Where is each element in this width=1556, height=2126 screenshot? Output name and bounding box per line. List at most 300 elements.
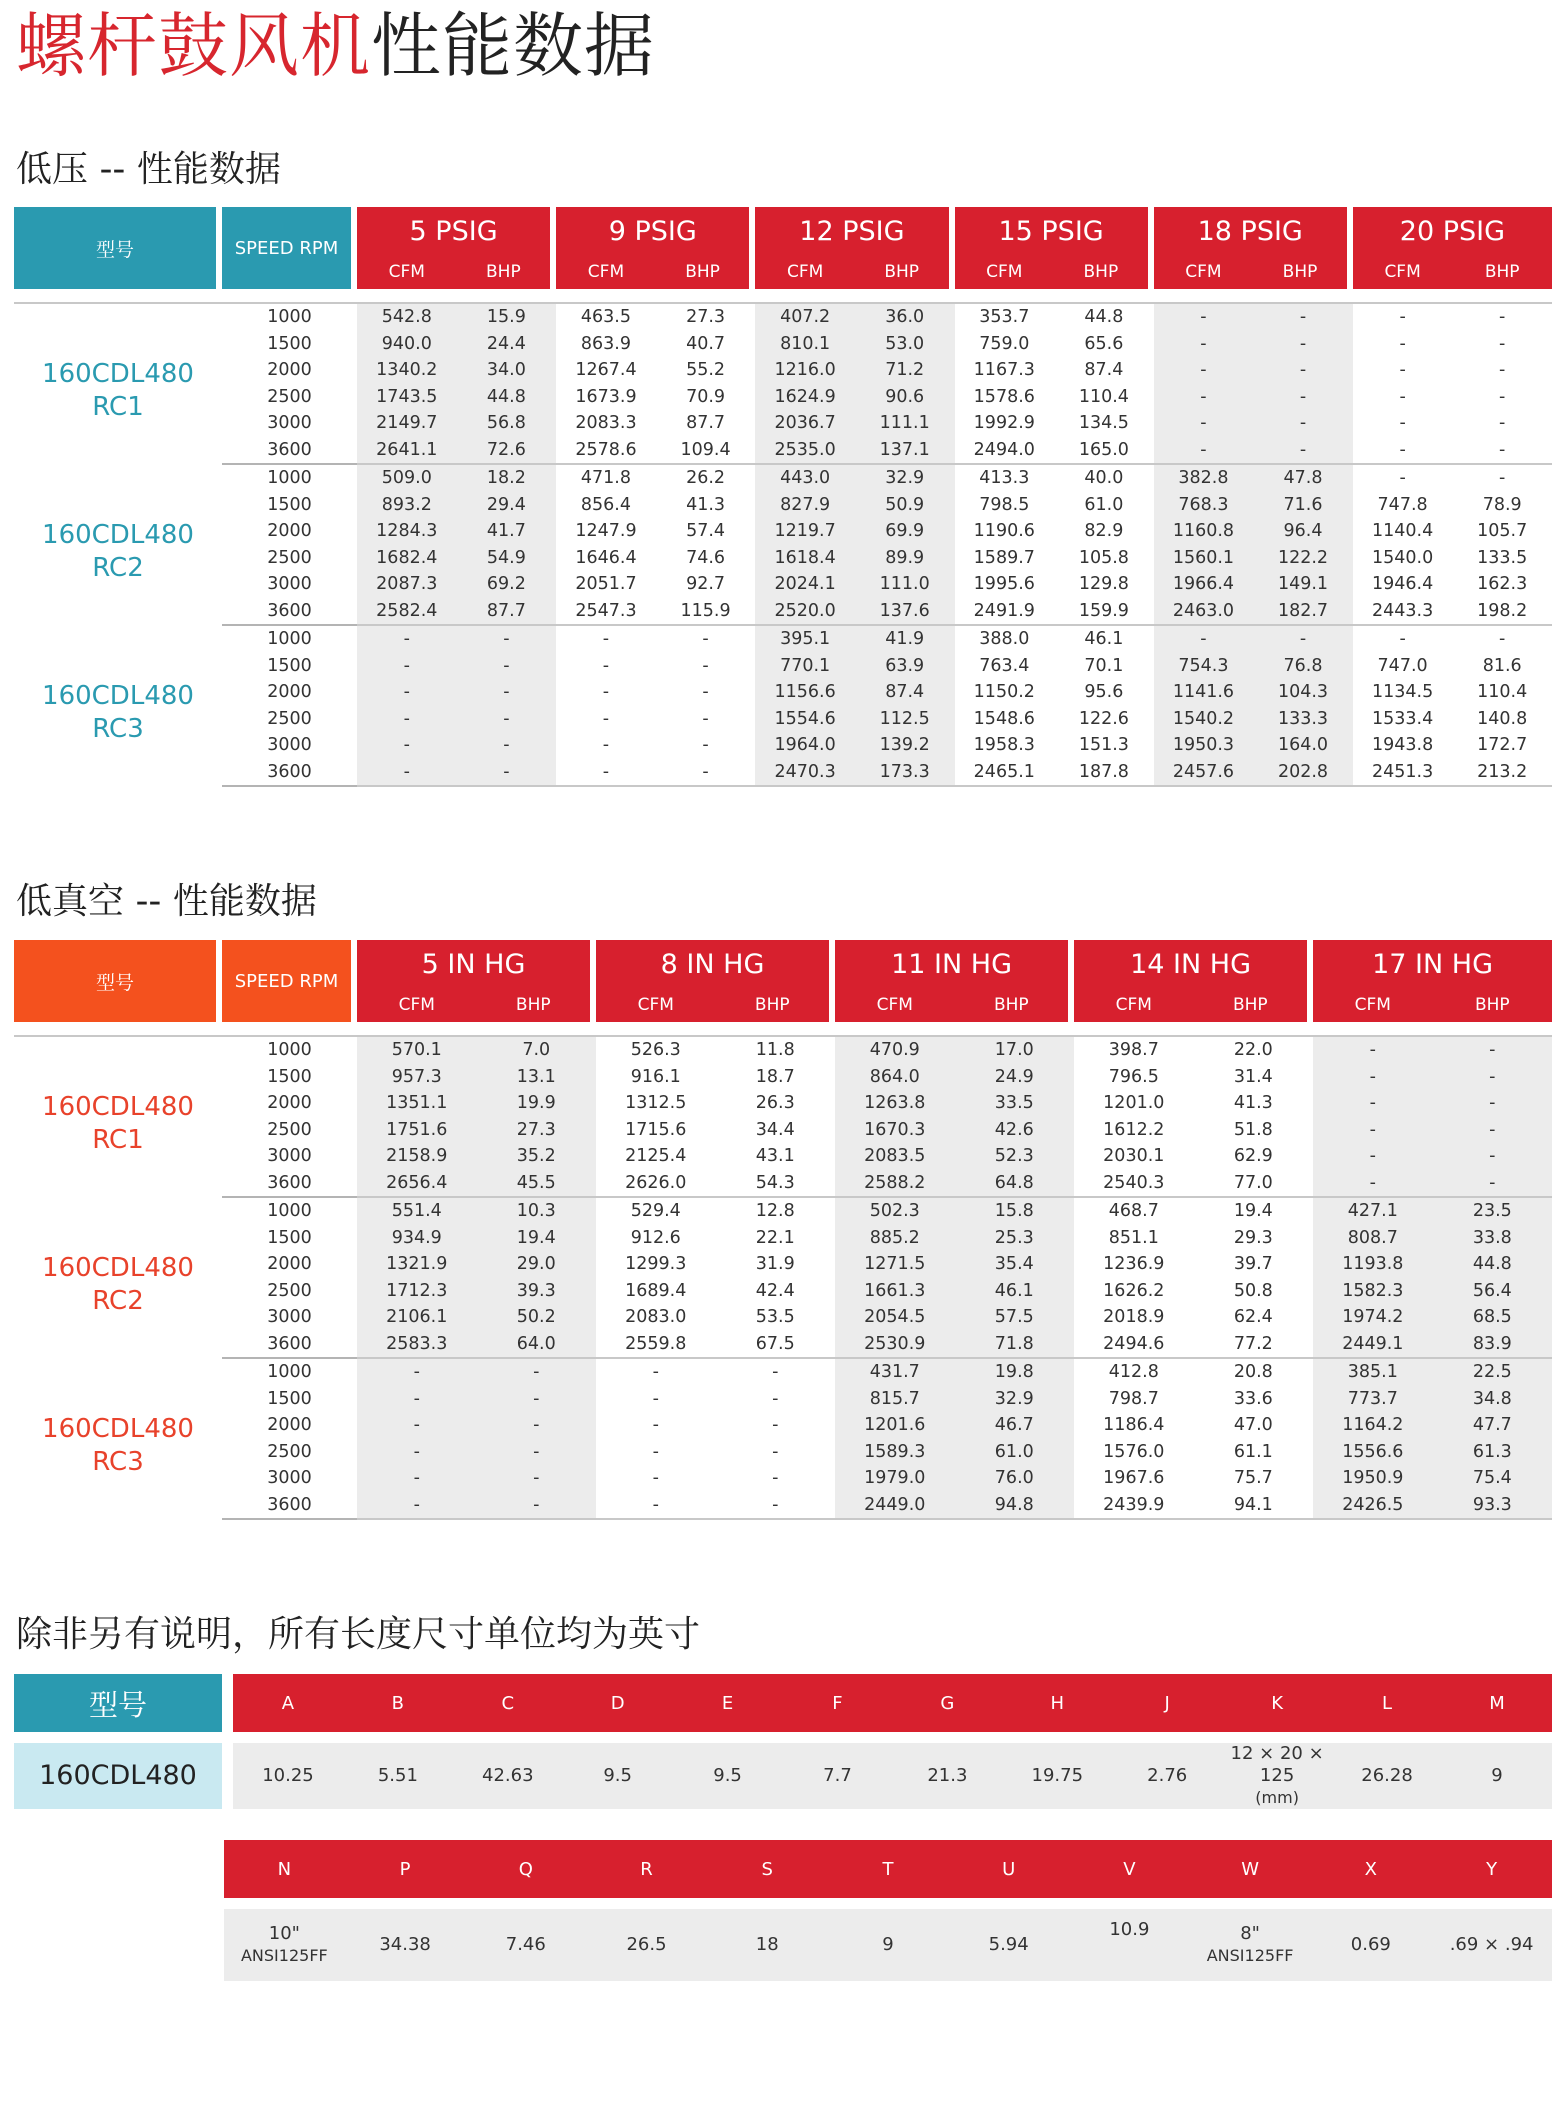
value-cell: 62.9: [1233, 1146, 1273, 1166]
value-cell: 2641.1: [357, 437, 457, 466]
value-cell: 851.1: [1108, 1227, 1159, 1248]
group-header: 5 PSIG: [357, 207, 556, 255]
value-cell: 74.6: [686, 547, 726, 568]
rpm-cell: 3600: [222, 1331, 357, 1360]
value-cell: 10.3: [477, 1198, 597, 1225]
value-cell: 1299.3: [625, 1254, 687, 1274]
table-row: [14, 437, 1552, 466]
dim-header-b: B: [343, 1674, 453, 1732]
dim-value-y: .69 × .94: [1431, 1898, 1552, 1981]
cfm-header: CFM: [556, 255, 656, 289]
value-cell: -: [357, 1359, 477, 1386]
speed-header: SPEED RPM: [222, 207, 357, 289]
table-row: [14, 1143, 1552, 1170]
value-cell: 815.7: [835, 1386, 955, 1413]
value-cell: 56.4: [1433, 1278, 1553, 1305]
value-cell: 173.3: [855, 759, 955, 788]
value-cell: 133.5: [1477, 547, 1528, 568]
dim-header-s: S: [707, 1840, 828, 1898]
value-cell: 164.0: [1253, 732, 1353, 759]
value-cell: 15.8: [955, 1198, 1075, 1225]
value-cell: 2087.3: [357, 571, 457, 598]
value-cell: -: [656, 759, 756, 788]
dim-header-t: T: [828, 1840, 949, 1898]
bhp-header: BHP: [855, 255, 955, 289]
value-cell: 34.4: [755, 1119, 795, 1140]
value-cell: 70.9: [686, 386, 726, 407]
table-row: [14, 759, 1552, 788]
dim-value-n-flange: ANSI125FF: [240, 1946, 328, 1965]
value-cell: 50.9: [855, 492, 955, 519]
dim-value-m: 9: [1442, 1732, 1552, 1809]
value-cell: 53.0: [855, 331, 955, 358]
value-cell: -: [1499, 333, 1506, 354]
model-line2: RC3: [92, 1446, 144, 1477]
value-cell: 1624.9: [755, 384, 855, 411]
value-cell: 1715.6: [625, 1119, 687, 1140]
value-cell: -: [1399, 333, 1406, 354]
dim-value-w-flange: ANSI125FF: [1206, 1946, 1294, 1965]
dim-value-x: 0.69: [1310, 1898, 1431, 1981]
value-cell: 957.3: [357, 1064, 477, 1091]
cfm-header: CFM: [1074, 988, 1194, 1022]
value-cell: -: [1253, 437, 1353, 466]
value-cell: 2158.9: [357, 1143, 477, 1170]
dim-header-r: R: [586, 1840, 707, 1898]
value-cell: 50.8: [1233, 1280, 1273, 1301]
value-cell: -: [772, 1388, 779, 1409]
value-cell: 1164.2: [1313, 1412, 1433, 1439]
value-cell: 35.4: [955, 1251, 1075, 1278]
value-cell: 502.3: [835, 1198, 955, 1225]
dim-header-a: A: [233, 1674, 343, 1732]
cfm-header: CFM: [955, 255, 1055, 289]
value-cell: -: [357, 1465, 477, 1492]
dim-value-g: 21.3: [892, 1732, 1002, 1809]
dim-value-t: 9: [828, 1898, 949, 1981]
value-cell: 754.3: [1154, 653, 1254, 680]
value-cell: 1201.0: [1103, 1093, 1165, 1113]
value-cell: 1689.4: [625, 1280, 687, 1301]
value-cell: 35.2: [477, 1143, 597, 1170]
value-cell: 90.6: [855, 384, 955, 411]
bhp-header: BHP: [457, 255, 557, 289]
value-cell: -: [1399, 360, 1406, 380]
value-cell: 87.7: [686, 413, 726, 433]
value-cell: -: [357, 626, 457, 653]
rpm-cell: 2500: [267, 386, 312, 407]
value-cell: 87.4: [855, 679, 955, 706]
value-cell: 2535.0: [755, 437, 855, 466]
value-cell: 96.4: [1253, 518, 1353, 545]
rpm-cell: 2000: [267, 521, 312, 541]
value-cell: 55.2: [686, 360, 726, 380]
value-cell: 1967.6: [1103, 1468, 1165, 1488]
value-cell: 893.2: [357, 492, 457, 519]
value-cell: 41.3: [686, 494, 726, 515]
value-cell: 1312.5: [625, 1093, 687, 1113]
value-cell: 182.7: [1253, 598, 1353, 627]
rpm-cell: 2500: [267, 547, 312, 568]
dim-value-a: 10.25: [233, 1732, 343, 1809]
value-cell: 2083.5: [835, 1143, 955, 1170]
value-cell: 162.3: [1477, 574, 1528, 594]
value-cell: 1263.8: [835, 1090, 955, 1117]
cfm-header: CFM: [1353, 255, 1453, 289]
dim-gap: [222, 1674, 233, 1732]
value-cell: 1576.0: [1103, 1441, 1165, 1462]
value-cell: 2465.1: [955, 759, 1055, 788]
value-cell: 2540.3: [1074, 1170, 1194, 1199]
value-cell: 110.4: [1477, 682, 1528, 702]
value-cell: 1247.9: [575, 521, 637, 541]
value-cell: 770.1: [755, 653, 855, 680]
value-cell: 912.6: [630, 1227, 681, 1248]
value-cell: 526.3: [630, 1040, 681, 1060]
model-name: [14, 1037, 222, 1198]
dim-header-c: C: [453, 1674, 563, 1732]
value-cell: 407.2: [755, 304, 855, 331]
group-header: 17 IN HG: [1313, 940, 1552, 988]
rpm-cell: 1000: [267, 1040, 312, 1060]
value-cell: 26.2: [686, 468, 726, 488]
value-cell: -: [602, 629, 610, 649]
value-cell: 1219.7: [755, 518, 855, 545]
value-cell: -: [457, 732, 557, 759]
value-cell: 1974.2: [1313, 1304, 1433, 1331]
rpm-cell: 3600: [222, 1492, 357, 1521]
dim-value-j: 2.76: [1112, 1732, 1222, 1809]
value-cell: 885.2: [835, 1225, 955, 1252]
table-row: [14, 1439, 1552, 1466]
value-cell: 1548.6: [973, 708, 1035, 729]
value-cell: -: [652, 1468, 659, 1488]
value-cell: 64.0: [477, 1331, 597, 1360]
value-cell: 26.3: [755, 1093, 795, 1113]
bhp-header: BHP: [1194, 988, 1314, 1022]
model-name: [14, 626, 222, 787]
value-cell: -: [1499, 629, 1506, 649]
value-cell: 2439.9: [1074, 1492, 1194, 1521]
value-cell: -: [357, 1439, 477, 1466]
value-cell: 1589.7: [973, 547, 1035, 568]
value-cell: 2626.0: [596, 1170, 716, 1199]
value-cell: 468.7: [1108, 1201, 1159, 1221]
table-row: [14, 384, 1552, 411]
value-cell: -: [1154, 304, 1254, 331]
value-cell: 1167.3: [973, 360, 1035, 380]
value-cell: -: [357, 1412, 477, 1439]
rpm-cell: 1000: [267, 1362, 312, 1382]
value-cell: 115.9: [656, 598, 756, 627]
cfm-header: CFM: [1313, 988, 1433, 1022]
value-cell: 1646.4: [575, 547, 637, 568]
value-cell: 427.1: [1313, 1198, 1433, 1225]
value-cell: 388.0: [979, 629, 1030, 649]
rpm-cell: 2000: [267, 682, 312, 702]
value-cell: 864.0: [835, 1064, 955, 1091]
value-cell: 52.3: [955, 1143, 1075, 1170]
page-title-rest: 性能数据: [371, 5, 655, 87]
value-cell: 65.6: [1084, 333, 1124, 354]
value-cell: 45.5: [477, 1170, 597, 1199]
value-cell: 1964.0: [755, 732, 855, 759]
value-cell: 61.0: [1084, 494, 1124, 515]
value-cell: 110.4: [1078, 386, 1129, 407]
value-cell: 1141.6: [1154, 679, 1254, 706]
value-cell: 94.1: [1194, 1492, 1314, 1521]
table-row: [14, 1225, 1552, 1252]
value-cell: 385.1: [1313, 1359, 1433, 1386]
value-cell: 1190.6: [973, 521, 1035, 541]
value-cell: 934.9: [357, 1225, 477, 1252]
value-cell: 22.5: [1433, 1359, 1553, 1386]
value-cell: -: [1154, 437, 1254, 466]
value-cell: 105.7: [1477, 521, 1528, 541]
value-cell: 40.0: [1084, 468, 1124, 488]
value-cell: 382.8: [1154, 465, 1254, 492]
group-header: 20 PSIG: [1353, 207, 1552, 255]
value-cell: 33.5: [955, 1090, 1075, 1117]
value-cell: 172.7: [1477, 735, 1528, 755]
rpm-cell: 3000: [267, 1307, 312, 1327]
model-line2: RC3: [92, 713, 144, 744]
value-cell: -: [457, 653, 557, 680]
dim-gap: [222, 1732, 233, 1809]
value-cell: 2463.0: [1154, 598, 1254, 627]
value-cell: 47.8: [1253, 465, 1353, 492]
value-cell: 1578.6: [973, 386, 1035, 407]
value-cell: 42.4: [755, 1280, 795, 1301]
rpm-cell: 3600: [222, 759, 357, 788]
value-cell: 18.7: [755, 1066, 795, 1087]
rpm-cell: 1500: [267, 1066, 312, 1087]
value-cell: -: [1313, 1037, 1433, 1064]
value-cell: 763.4: [979, 655, 1030, 676]
value-cell: 2024.1: [755, 571, 855, 598]
table-row: [14, 1492, 1552, 1521]
value-cell: 111.0: [855, 571, 955, 598]
speed-header: SPEED RPM: [222, 940, 357, 1022]
rpm-cell: 3000: [267, 735, 312, 755]
value-cell: 47.7: [1433, 1412, 1553, 1439]
value-cell: 1712.3: [357, 1278, 477, 1305]
value-cell: 15.9: [457, 304, 557, 331]
rpm-cell: 1500: [267, 494, 312, 515]
value-cell: 2125.4: [625, 1146, 687, 1166]
value-cell: 69.9: [855, 518, 955, 545]
dim-header-d: D: [563, 1674, 673, 1732]
value-cell: 41.9: [855, 626, 955, 653]
value-cell: 122.2: [1253, 545, 1353, 572]
model-line1: 160CDL480: [42, 680, 194, 711]
table-row: [14, 1117, 1552, 1144]
value-cell: 413.3: [979, 468, 1030, 488]
value-cell: 1160.8: [1154, 518, 1254, 545]
value-cell: 773.7: [1313, 1386, 1433, 1413]
value-cell: 798.7: [1108, 1388, 1159, 1409]
value-cell: 43.1: [755, 1146, 795, 1166]
dim-value-k: [1222, 1732, 1332, 1809]
value-cell: -: [1433, 1170, 1553, 1199]
value-cell: 76.0: [955, 1465, 1075, 1492]
value-cell: -: [772, 1415, 779, 1435]
value-cell: 1673.9: [575, 386, 637, 407]
dim-header-k: K: [1222, 1674, 1332, 1732]
value-cell: 129.8: [1078, 574, 1129, 594]
dimensions-table-2: [224, 1840, 1552, 1981]
group-header: 12 PSIG: [755, 207, 954, 255]
value-cell: 82.9: [1084, 521, 1124, 541]
value-cell: 22.0: [1233, 1040, 1273, 1060]
value-cell: 77.0: [1194, 1170, 1314, 1199]
table-row: [14, 626, 1552, 653]
value-cell: 1236.9: [1103, 1254, 1165, 1274]
rpm-cell: 2500: [267, 708, 312, 729]
table-row: [14, 1386, 1552, 1413]
value-cell: 470.9: [835, 1037, 955, 1064]
value-cell: -: [596, 1492, 716, 1521]
value-cell: 165.0: [1054, 437, 1154, 466]
dimensions-title: 除非另有说明，所有长度尺寸单位均为英寸: [16, 1614, 701, 1655]
value-cell: -: [357, 1386, 477, 1413]
value-cell: 92.7: [686, 574, 726, 594]
table-row: [14, 1090, 1552, 1117]
value-cell: 1950.3: [1154, 732, 1254, 759]
value-cell: 122.6: [1078, 708, 1129, 729]
value-cell: 76.8: [1253, 653, 1353, 680]
value-cell: 18.2: [457, 465, 557, 492]
rpm-cell: 2000: [267, 1254, 312, 1274]
table-row: [14, 518, 1552, 545]
value-cell: 46.1: [1084, 629, 1124, 649]
value-cell: 1743.5: [357, 384, 457, 411]
value-cell: -: [1499, 386, 1506, 407]
value-cell: 1626.2: [1103, 1280, 1165, 1301]
value-cell: 25.3: [955, 1225, 1075, 1252]
value-cell: 41.3: [1233, 1093, 1273, 1113]
value-cell: -: [1499, 413, 1506, 433]
model-line1: 160CDL480: [42, 1091, 194, 1122]
value-cell: 44.8: [457, 384, 557, 411]
model-line1: 160CDL480: [42, 1413, 194, 1444]
value-cell: 2588.2: [835, 1170, 955, 1199]
dim-header-u: U: [948, 1840, 1069, 1898]
value-cell: 109.4: [656, 437, 756, 466]
value-cell: 810.1: [755, 331, 855, 358]
dim-model: 160CDL480: [14, 1732, 222, 1809]
value-cell: -: [357, 732, 457, 759]
value-cell: -: [477, 1412, 597, 1439]
value-cell: 31.9: [755, 1254, 795, 1274]
dim-value-r: 26.5: [586, 1898, 707, 1981]
value-cell: 1589.3: [835, 1439, 955, 1466]
value-cell: 1533.4: [1371, 708, 1434, 729]
value-cell: 87.7: [457, 598, 557, 627]
cfm-header: CFM: [755, 255, 855, 289]
value-cell: 34.8: [1433, 1386, 1553, 1413]
value-cell: 863.9: [580, 333, 632, 354]
value-cell: 1992.9: [973, 413, 1035, 433]
value-cell: 57.4: [686, 521, 726, 541]
dim-header-x: X: [1310, 1840, 1431, 1898]
value-cell: -: [702, 682, 709, 702]
value-cell: 133.3: [1253, 706, 1353, 733]
value-cell: 1661.3: [835, 1278, 955, 1305]
value-cell: 1193.8: [1313, 1251, 1433, 1278]
value-cell: 67.5: [716, 1331, 836, 1360]
value-cell: 747.0: [1377, 655, 1428, 676]
model-name: [14, 304, 222, 465]
value-cell: 61.1: [1233, 1441, 1273, 1462]
value-cell: 81.6: [1482, 655, 1522, 676]
value-cell: 1540.2: [1154, 706, 1254, 733]
value-cell: 1540.0: [1371, 547, 1434, 568]
value-cell: -: [477, 1359, 597, 1386]
value-cell: 551.4: [357, 1198, 477, 1225]
value-cell: 1271.5: [835, 1251, 955, 1278]
value-cell: -: [1253, 410, 1353, 437]
value-cell: 1186.4: [1103, 1415, 1165, 1435]
cfm-header: CFM: [1154, 255, 1254, 289]
value-cell: 32.9: [855, 465, 955, 492]
value-cell: -: [652, 1441, 659, 1462]
value-cell: 137.1: [855, 437, 955, 466]
dim-value-k-size: 12 × 20 × 125: [1230, 1743, 1324, 1786]
value-cell: -: [1499, 307, 1506, 327]
rpm-cell: 1000: [267, 468, 312, 488]
rpm-cell: 1500: [267, 333, 312, 354]
value-cell: 19.4: [477, 1225, 597, 1252]
table-row: [14, 410, 1552, 437]
value-cell: 105.8: [1078, 547, 1129, 568]
value-cell: 2451.3: [1353, 759, 1453, 788]
value-cell: 32.9: [955, 1386, 1075, 1413]
rpm-cell: 2000: [267, 1093, 312, 1113]
table-row: [14, 1251, 1552, 1278]
dim-value-p: 34.38: [345, 1898, 466, 1981]
dim-header-v: V: [1069, 1840, 1190, 1898]
value-cell: 70.1: [1084, 655, 1124, 676]
value-cell: 112.5: [855, 706, 955, 733]
value-cell: 471.8: [580, 468, 632, 488]
rpm-cell: 1500: [267, 1388, 312, 1409]
value-cell: 2583.3: [357, 1331, 477, 1360]
dim-value-d: 9.5: [563, 1732, 673, 1809]
value-cell: 33.8: [1433, 1225, 1553, 1252]
low-pressure-table: [14, 207, 1552, 787]
value-cell: -: [602, 655, 610, 676]
value-cell: 71.8: [955, 1331, 1075, 1360]
table-row: [14, 304, 1552, 331]
rpm-cell: 1500: [267, 1227, 312, 1248]
value-cell: -: [357, 759, 457, 788]
value-cell: 39.3: [477, 1278, 597, 1305]
rpm-cell: 3600: [222, 598, 357, 627]
value-cell: 24.4: [457, 331, 557, 358]
value-cell: 1351.1: [357, 1090, 477, 1117]
value-cell: -: [1499, 468, 1506, 488]
dim-header-w: W: [1190, 1840, 1311, 1898]
value-cell: 2470.3: [755, 759, 855, 788]
value-cell: -: [357, 706, 457, 733]
value-cell: 1140.4: [1371, 521, 1434, 541]
dim-value-e: 9.5: [673, 1732, 783, 1809]
value-cell: 62.4: [1233, 1307, 1273, 1327]
value-cell: 1201.6: [835, 1412, 955, 1439]
value-cell: 2018.9: [1103, 1307, 1165, 1327]
value-cell: 202.8: [1253, 759, 1353, 788]
